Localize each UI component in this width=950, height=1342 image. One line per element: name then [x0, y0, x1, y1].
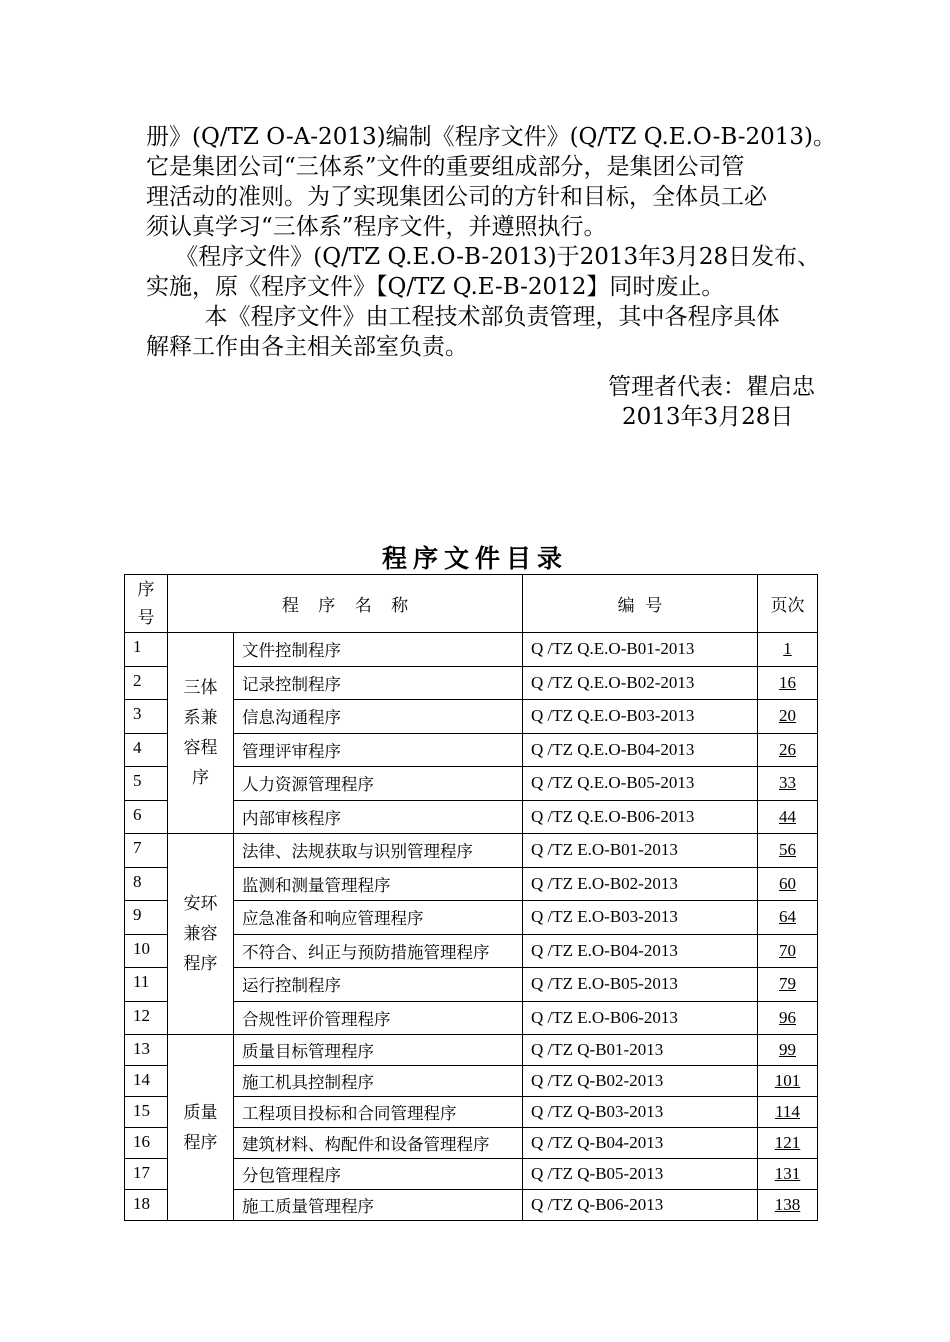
row-seq: 14 [125, 1066, 168, 1097]
page-cell [758, 968, 818, 1002]
page-number-link[interactable]: 96 [779, 1007, 796, 1027]
procedure-name: 法律、法规获取与识别管理程序 [234, 834, 523, 868]
procedure-name: 人力资源管理程序 [234, 767, 523, 801]
page-cell [758, 800, 818, 834]
page-number-link[interactable]: 70 [779, 940, 796, 960]
procedure-code: Q /TZ E.O-B05-2013 [523, 968, 758, 1002]
row-seq: 8 [125, 867, 168, 901]
procedure-code: Q /TZ Q.E.O-B04-2013 [523, 733, 758, 767]
page-number-link[interactable]: 33 [779, 773, 796, 793]
page-number-link[interactable]: 131 [774, 1164, 801, 1183]
page-cell [758, 1066, 818, 1097]
page-cell [758, 867, 818, 901]
procedure-name: 文件控制程序 [234, 633, 523, 667]
row-seq: 16 [125, 1128, 168, 1159]
row-seq: 15 [125, 1097, 168, 1128]
intro-line: 理活动的准则。为了实现集团公司的方针和目标，全体员工必 [146, 184, 767, 210]
group-label [168, 834, 234, 1035]
group-label-line: 三体 [183, 678, 218, 698]
page-cell [758, 934, 818, 968]
row-seq: 2 [125, 666, 168, 700]
page-cell [758, 834, 818, 868]
procedure-name: 分包管理程序 [234, 1159, 523, 1190]
intro-line: 《程序文件》(Q/TZ Q.E.O-B-2013)于2013年3月28日发布、 [146, 244, 821, 270]
procedure-name: 建筑材料、构配件和设备管理程序 [234, 1128, 523, 1159]
row-seq: 5 [125, 767, 168, 801]
page-number-link[interactable]: 101 [774, 1071, 801, 1090]
procedure-name: 施工质量管理程序 [234, 1190, 523, 1221]
row-seq: 10 [125, 934, 168, 968]
procedure-code: Q /TZ E.O-B06-2013 [523, 1001, 758, 1035]
page-cell [758, 733, 818, 767]
procedure-code: Q /TZ Q.E.O-B01-2013 [523, 633, 758, 667]
intro-line: 实施，原《程序文件》【Q/TZ Q.E-B-2012】同时废止。 [146, 274, 725, 300]
procedure-code: Q /TZ Q-B04-2013 [523, 1128, 758, 1159]
procedure-name: 信息沟通程序 [234, 700, 523, 734]
page-number-link[interactable]: 56 [779, 840, 796, 860]
page-number-link[interactable]: 1 [783, 639, 792, 659]
procedure-code: Q /TZ Q-B01-2013 [523, 1035, 758, 1066]
intro-line: 它是集团公司“三体系”文件的重要组成部分，是集团公司管 [146, 154, 745, 180]
page-number-link[interactable]: 20 [779, 706, 796, 726]
toc-header-row [125, 575, 818, 633]
page-cell [758, 1128, 818, 1159]
procedure-code: Q /TZ Q-B06-2013 [523, 1190, 758, 1221]
group-label-line: 序 [192, 768, 209, 788]
group-label-line: 兼容 [183, 924, 218, 944]
procedure-code: Q /TZ E.O-B01-2013 [523, 834, 758, 868]
procedure-name: 内部审核程序 [234, 800, 523, 834]
procedure-name: 运行控制程序 [234, 968, 523, 1002]
row-seq: 13 [125, 1035, 168, 1066]
toc-row [125, 1035, 818, 1066]
row-seq: 6 [125, 800, 168, 834]
procedure-code: Q /TZ Q.E.O-B05-2013 [523, 767, 758, 801]
header-code: 编 号 [523, 575, 758, 633]
procedure-code: Q /TZ Q.E.O-B02-2013 [523, 666, 758, 700]
page-cell [758, 1159, 818, 1190]
procedure-name: 不符合、纠正与预防措施管理程序 [234, 934, 523, 968]
row-seq: 17 [125, 1159, 168, 1190]
group-label-line: 质量 [183, 1102, 218, 1123]
group-label-line: 系兼 [183, 708, 218, 728]
page-number-link[interactable]: 60 [779, 873, 796, 893]
toc-title: 程序文件目录 [381, 544, 568, 572]
procedure-name: 监测和测量管理程序 [234, 867, 523, 901]
page-cell [758, 767, 818, 801]
page-cell [758, 633, 818, 667]
page-cell [758, 1190, 818, 1221]
procedure-name: 工程项目投标和合同管理程序 [234, 1097, 523, 1128]
row-seq: 3 [125, 700, 168, 734]
procedure-name: 记录控制程序 [234, 666, 523, 700]
procedure-code: Q /TZ E.O-B03-2013 [523, 901, 758, 935]
row-seq: 9 [125, 901, 168, 935]
intro-line: 须认真学习“三体系”程序文件，并遵照执行。 [146, 214, 607, 240]
toc-row [125, 834, 818, 868]
page-number-link[interactable]: 138 [774, 1195, 801, 1214]
row-seq: 12 [125, 1001, 168, 1035]
procedure-name: 应急准备和响应管理程序 [234, 901, 523, 935]
intro-line: 解释工作由各主相关部室负责。 [146, 334, 468, 360]
procedure-code: Q /TZ Q-B05-2013 [523, 1159, 758, 1190]
page-cell [758, 700, 818, 734]
page-cell [758, 1001, 818, 1035]
procedure-code: Q /TZ E.O-B02-2013 [523, 867, 758, 901]
header-seq-char: 号 [137, 607, 155, 628]
procedure-name: 施工机具控制程序 [234, 1066, 523, 1097]
intro-line: 本《程序文件》由工程技术部负责管理，其中各程序具体 [146, 304, 780, 330]
page-cell [758, 901, 818, 935]
row-seq: 1 [125, 633, 168, 667]
page-cell [758, 1035, 818, 1066]
procedure-code: Q /TZ Q-B02-2013 [523, 1066, 758, 1097]
row-seq: 11 [125, 968, 168, 1002]
page-number-link[interactable]: 16 [779, 672, 796, 692]
header-seq-char: 序 [137, 579, 155, 600]
page-number-link[interactable]: 79 [779, 974, 796, 994]
group-label-line: 容程 [183, 738, 218, 758]
group-label-line: 程序 [183, 954, 218, 974]
header-page: 页次 [758, 575, 818, 633]
procedure-code: Q /TZ Q-B03-2013 [523, 1097, 758, 1128]
procedure-code: Q /TZ Q.E.O-B03-2013 [523, 700, 758, 734]
representative-signature: 管理者代表：瞿启忠 [608, 374, 815, 400]
intro-line: 册》(Q/TZ O-A-2013)编制《程序文件》(Q/TZ Q.E.O-B-2013)。 [146, 124, 836, 150]
group-label [168, 633, 234, 834]
procedure-code: Q /TZ E.O-B04-2013 [523, 934, 758, 968]
procedure-name: 合规性评价管理程序 [234, 1001, 523, 1035]
signature-date: 2013年3月28日 [622, 404, 794, 430]
header-name: 程 序 名 称 [168, 575, 523, 633]
page-number-link[interactable]: 44 [779, 806, 796, 826]
toc-table [124, 574, 818, 1221]
toc-row [125, 633, 818, 667]
page-number-link[interactable]: 99 [779, 1040, 796, 1059]
procedure-name: 质量目标管理程序 [234, 1035, 523, 1066]
group-label-line: 安环 [183, 894, 218, 914]
group-label-line: 程序 [183, 1132, 218, 1153]
row-seq: 7 [125, 834, 168, 868]
header-seq [125, 575, 168, 633]
page-cell [758, 666, 818, 700]
page-number-link[interactable]: 26 [779, 739, 796, 759]
row-seq: 4 [125, 733, 168, 767]
page-number-link[interactable]: 121 [774, 1133, 801, 1152]
page-number-link[interactable]: 114 [775, 1102, 800, 1121]
procedure-name: 管理评审程序 [234, 733, 523, 767]
group-label [168, 1035, 234, 1221]
page-cell [758, 1097, 818, 1128]
row-seq: 18 [125, 1190, 168, 1221]
procedure-code: Q /TZ Q.E.O-B06-2013 [523, 800, 758, 834]
page-number-link[interactable]: 64 [779, 907, 796, 927]
